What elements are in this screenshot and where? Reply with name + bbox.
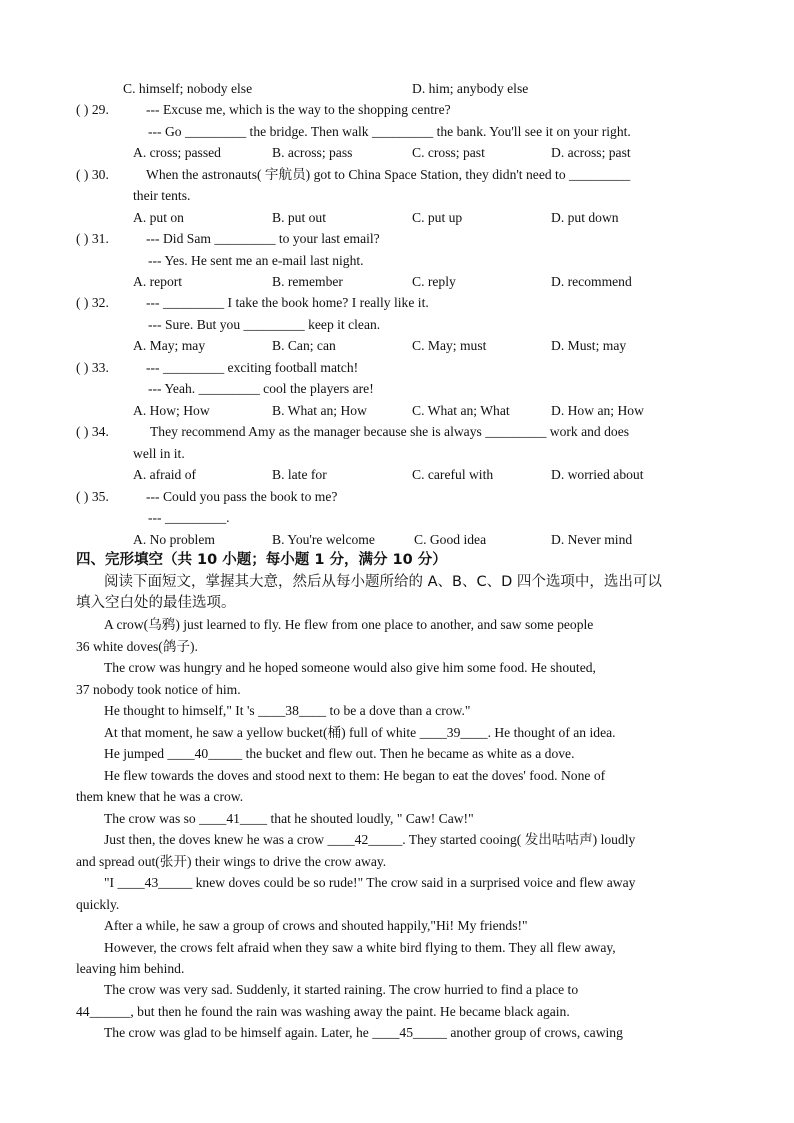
- q31-option-d: D. recommend: [551, 274, 632, 289]
- q33-line1: --- _________ exciting football match!: [146, 360, 359, 375]
- q32-option-d: D. Must; may: [551, 338, 627, 353]
- q33-paren: ( ) 33.: [76, 360, 109, 375]
- q30-option-c: C. put up: [412, 210, 463, 225]
- q35-option-c: C. Good idea: [414, 532, 487, 547]
- q35-option-b: B. You're welcome: [272, 532, 375, 547]
- q30-line1: When the astronauts( 宇航员) got to China Space Station, they didn't need to _________: [146, 167, 631, 182]
- q33-option-d: D. How an; How: [551, 403, 644, 418]
- q31-option-a: A. report: [133, 274, 183, 289]
- q34-option-a: A. afraid of: [133, 467, 197, 482]
- passage-line: The crow was hungry and he hoped someone would also give him some food. He shouted,: [104, 660, 596, 675]
- q32-option-b: B. Can; can: [272, 338, 336, 353]
- q29-line1: --- Excuse me, which is the way to the shopping centre?: [146, 102, 451, 117]
- passage-line: At that moment, he saw a yellow bucket(桶) full of white ____39____. He thought of an idea.: [104, 725, 616, 740]
- q30-line2: their tents.: [133, 188, 191, 203]
- q30-paren: ( ) 30.: [76, 167, 109, 182]
- passage-line: He thought to himself," It 's ____38____ to be a dove than a crow.": [104, 703, 471, 718]
- q31-line2: --- Yes. He sent me an e-mail last night.: [148, 253, 364, 268]
- q32-option-a: A. May; may: [133, 338, 206, 353]
- q35-line1: --- Could you pass the book to me?: [146, 489, 338, 504]
- q34-option-b: B. late for: [272, 467, 327, 482]
- q33-option-b: B. What an; How: [272, 403, 367, 418]
- q33-option-a: A. How; How: [133, 403, 210, 418]
- q32-line1: --- _________ I take the book home? I really like it.: [146, 295, 429, 310]
- q31-line1: --- Did Sam _________ to your last email?: [146, 231, 380, 246]
- passage-line: 36 white doves(鸽子).: [76, 639, 198, 654]
- q35-option-d: D. Never mind: [551, 532, 633, 547]
- q35-paren: ( ) 35.: [76, 489, 109, 504]
- q32-option-c: C. May; must: [412, 338, 487, 353]
- passage-line: and spread out(张开) their wings to drive the crow away.: [76, 854, 387, 869]
- passage-line: The crow was so ____41____ that he shouted loudly, " Caw! Caw!": [104, 811, 474, 826]
- passage-line: "I ____43_____ knew doves could be so rude!" The crow said in a surprised voice and flew away: [104, 875, 636, 890]
- passage-line: He jumped ____40_____ the bucket and flew out. Then he became as white as a dove.: [104, 746, 575, 761]
- passage-line: 44______, but then he found the rain was washing away the paint. He became black again.: [76, 1004, 570, 1019]
- q30-option-b: B. put out: [272, 210, 327, 225]
- q34-line2: well in it.: [133, 446, 185, 461]
- q29-option-b: B. across; pass: [272, 145, 353, 160]
- q34-option-d: D. worried about: [551, 467, 644, 482]
- q30-option-a: A. put on: [133, 210, 184, 225]
- q31-option-c: C. reply: [412, 274, 456, 289]
- q29-paren: ( ) 29.: [76, 102, 109, 117]
- q35-option-a: A. No problem: [133, 532, 215, 547]
- q29-option-d: D. across; past: [551, 145, 631, 160]
- passage-line: Just then, the doves knew he was a crow ____42_____. They started cooing( 发出咕咕声) loudly: [104, 832, 636, 847]
- q31-option-b: B. remember: [272, 274, 343, 289]
- q35-line2: --- _________.: [148, 510, 230, 525]
- passage-line: 37 nobody took notice of him.: [76, 682, 241, 697]
- passage-line: After a while, he saw a group of crows and shouted happily,"Hi! My friends!": [104, 918, 528, 933]
- q33-option-c: C. What an; What: [412, 403, 510, 418]
- passage-line: A crow(乌鸦) just learned to fly. He flew from one place to another, and saw some people: [104, 617, 594, 632]
- q34-line1: They recommend Amy as the manager because she is always _________ work and does: [150, 424, 630, 439]
- q28-option-c: C. himself; nobody else: [123, 81, 253, 96]
- passage-line: The crow was glad to be himself again. Later, he ____45_____ another group of crows, cawing: [104, 1025, 623, 1040]
- q32-line2: --- Sure. But you _________ keep it clean.: [148, 317, 381, 332]
- passage-line: The crow was very sad. Suddenly, it started raining. The crow hurried to find a place to: [104, 982, 579, 997]
- q33-line2: --- Yeah. _________ cool the players are!: [148, 381, 374, 396]
- q32-paren: ( ) 32.: [76, 295, 109, 310]
- passage-line: them knew that he was a crow.: [76, 789, 244, 804]
- passage-line: quickly.: [76, 897, 120, 912]
- section-heading: 四、完形填空（共 10 小题；每小题 1 分，满分 10 分）: [76, 552, 447, 568]
- section-instructions-line1: 阅读下面短文，掌握其大意，然后从每小题所给的 A、B、C、D 四个选项中，选出可以: [104, 574, 662, 590]
- q30-option-d: D. put down: [551, 210, 619, 225]
- q31-paren: ( ) 31.: [76, 231, 109, 246]
- q29-option-c: C. cross; past: [412, 145, 485, 160]
- q28-option-d: D. him; anybody else: [412, 81, 529, 96]
- q34-option-c: C. careful with: [412, 467, 494, 482]
- passage-line: leaving him behind.: [76, 961, 185, 976]
- section-instructions-line2: 填入空白处的最佳选项。: [76, 595, 236, 611]
- q34-paren: ( ) 34.: [76, 424, 109, 439]
- q29-option-a: A. cross; passed: [133, 145, 221, 160]
- passage-line: He flew towards the doves and stood next to them: He began to eat the doves' food. None of: [104, 768, 606, 783]
- q29-line2: --- Go _________ the bridge. Then walk _________ the bank. You'll see it on your right.: [148, 124, 631, 139]
- passage-line: However, the crows felt afraid when they saw a white bird flying to them. They all flew away,: [104, 940, 616, 955]
